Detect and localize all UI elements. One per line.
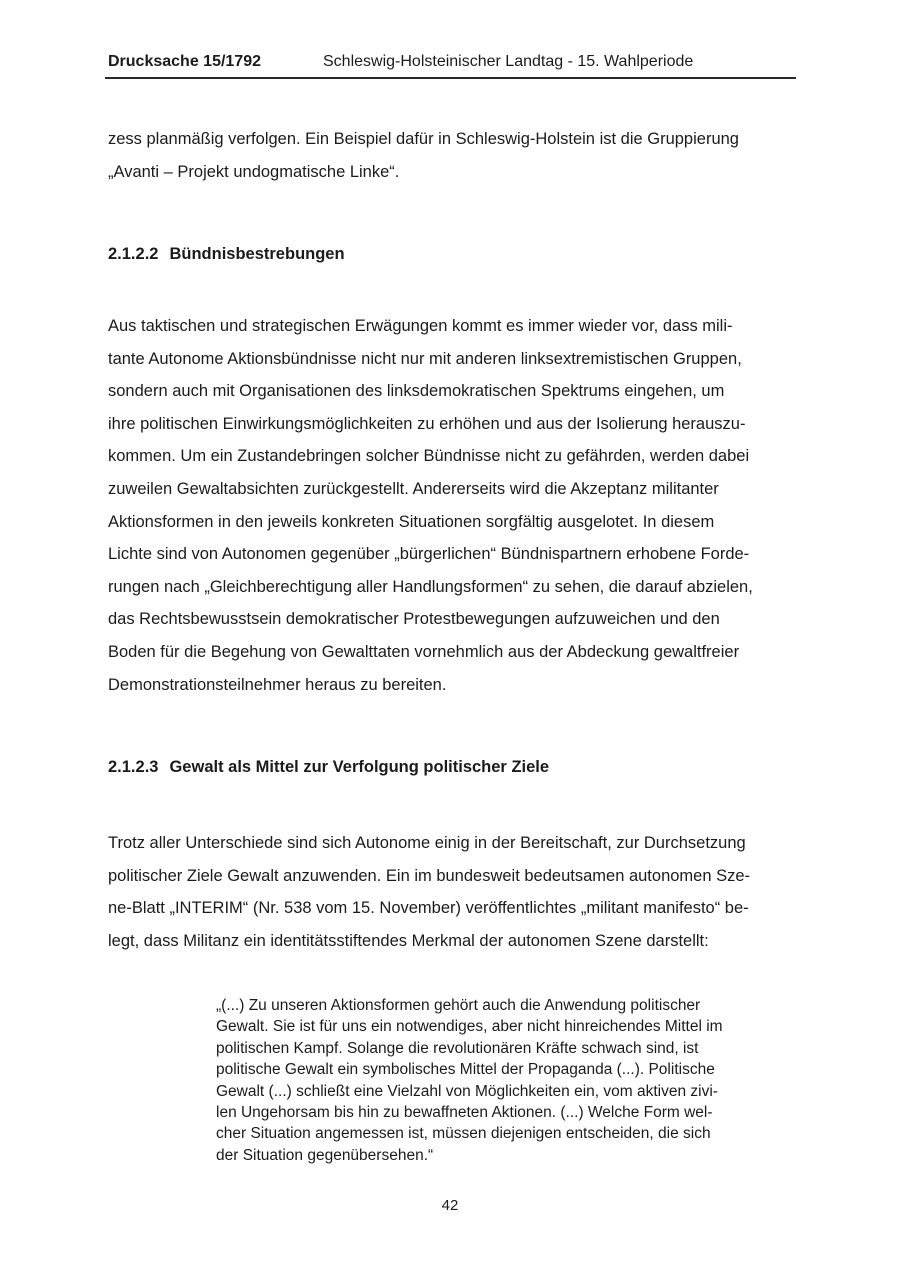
text-line: Boden für die Begehung von Gewalttaten vornehmlich aus der Abdeckung gewaltfreier [108,642,740,661]
text-line: das Rechtsbewusstsein demokratischer Protestbewegungen aufzuweichen und den [108,610,720,629]
text-line: ihre politischen Einwirkungsmöglichkeiten zu erhöhen und aus der Isolierung herauszu- [108,414,746,433]
section-2-paragraph [108,827,814,957]
section-title: Bündnisbestrebungen [169,245,345,263]
text-line: len Ungehorsam bis hin zu bewaffneten Aktionen. (...) Welche Form wel- [216,1104,713,1122]
text-line: kommen. Um ein Zustandebringen solcher Bündnisse nicht zu gefährden, werden dabei [108,447,750,466]
page-header [108,52,796,72]
text-line: legt, dass Militanz ein identitätsstiftendes Merkmal der autonomen Szene darstellt: [108,931,709,950]
header-rule [105,77,796,79]
text-line: der Situation gegenübersehen.“ [216,1146,434,1164]
header-title: Schleswig-Holsteinischer Landtag - 15. Wahlperiode [323,53,694,70]
text-line: „(...) Zu unseren Aktionsformen gehört auch die Anwendung politischer [216,997,701,1014]
page-number: 42 [441,1197,459,1214]
text-line: zuweilen Gewaltabsichten zurückgestellt. Andererseits wird die Akzeptanz militanter [108,479,719,498]
text-line: tante Autonome Aktionsbündnisse nicht nur mit anderen linksextremistischen Gruppen, [108,349,742,368]
text-line: Gewalt. Sie ist für uns ein notwendiges, aber nicht hinreichendes Mittel im [216,1018,723,1036]
text-line: Aktionsformen in den jeweils konkreten Situationen sorgfältig ausgelotet. In diesem [108,512,715,531]
text-line: politischer Ziele Gewalt anzuwenden. Ein im bundesweit bedeutsamen autonomen Sze- [108,866,751,885]
text-line: „Avanti – Projekt undogmatische Linke“. [108,162,400,181]
section-heading-gewalt-als-mittel [108,755,549,779]
section-title: Gewalt als Mittel zur Verfolgung politischer Ziele [169,758,550,776]
section-1-paragraph [108,310,814,701]
text-line: Trotz aller Unterschiede sind sich Autonome einig in der Bereitschaft, zur Durchsetzung [108,834,746,852]
text-line: Aus taktischen und strategischen Erwägungen kommt es immer wieder vor, dass mili- [108,317,733,335]
text-line: Demonstrationsteilnehmer heraus zu bereiten. [108,675,447,694]
text-line: politische Gewalt ein symbolisches Mittel der Propaganda (...). Politische [216,1061,715,1079]
text-line: Gewalt (...) schließt eine Vielzahl von Möglichkeiten ein, vom aktiven zivi- [216,1082,718,1100]
text-line: ne-Blatt „INTERIM“ (Nr. 538 vom 15. November) veröffentlichtes „militant manifesto“ be- [108,899,749,918]
text-line: sondern auch mit Organisationen des linksdemokratischen Spektrums eingehen, um [108,382,725,401]
section-number: 2.1.2.3 [108,758,159,776]
text-line: rungen nach „Gleichberechtigung aller Handlungsformen“ zu sehen, die darauf abzielen, [108,577,753,596]
section-number: 2.1.2.2 [108,245,159,263]
text-line: politischen Kampf. Solange die revolutionären Kräfte schwach sind, ist [216,1039,699,1057]
text-line: Lichte sind von Autonomen gegenüber „bürgerlichen“ Bündnispartnern erhobene Forde- [108,545,750,564]
text-line: zess planmäßig verfolgen. Ein Beispiel dafür in Schleswig-Holstein ist die Gruppierung [108,130,739,148]
section-heading-bündnisbestrebungen [108,242,345,266]
intro-paragraph [108,123,814,188]
document-number: Drucksache 15/1792 [108,53,261,70]
text-line: cher Situation angemessen ist, müssen diejenigen entscheiden, die sich [216,1125,711,1143]
militant-manifesto-quote [216,995,816,1166]
